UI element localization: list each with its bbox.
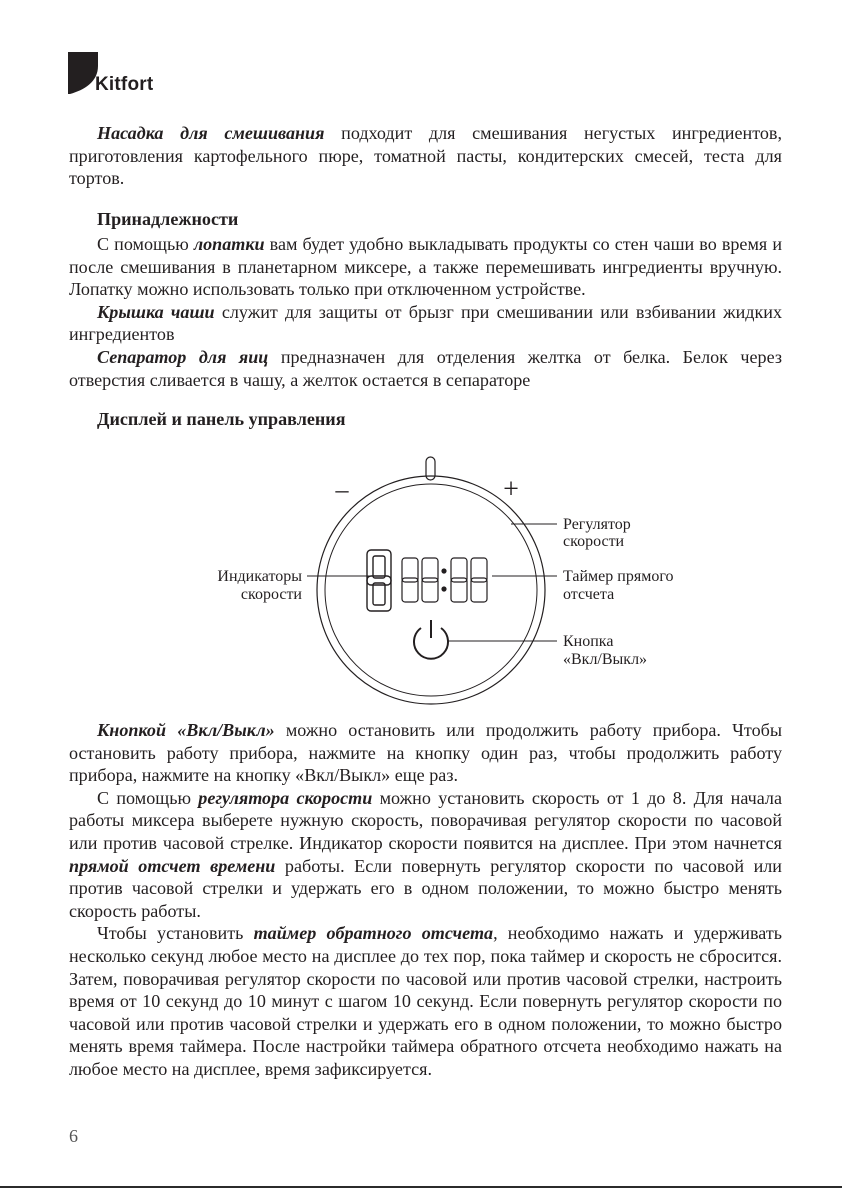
- countdown-text: , необходимо нажать и удерживать несколько секунд любое место на дисплее до тех пор, пока таймер и скорость не сбросится. Затем, поворачивая регулятор скорости по часовой или против часовой стрелки, настроить время от 10 секунд до 10 минут с шагом 10 секунд. Если повернуть регулятор скорости по часовой или против часовой стрелки и удержать его в одном положении, то можно быстро менять время таймера. После настройки таймера обратного отсчета необходимо нажать на любое место на дисплее, время зафиксируется.: [69, 923, 782, 1079]
- egg-separator-term: Сепаратор для яиц: [97, 346, 269, 367]
- speed-indicator-digit: [367, 550, 391, 611]
- power-button-term: Кнопкой «Вкл/Выкл»: [97, 720, 275, 740]
- speed-regulator-label-2: скорости: [563, 533, 625, 550]
- speed-regulator-term: регулятора скорости: [198, 787, 373, 808]
- countdown-timer-term: таймер обратного отсчета: [253, 923, 494, 944]
- spatula-term: лопатки: [193, 234, 265, 254]
- forward-count-term: прямой отсчет времени: [69, 855, 276, 876]
- forward-count-text: работы. Если повернуть регулятор скорости по часовой или против часовой стрелки и удержать его в одном положении, то можно быстро менять скорость работы.: [69, 855, 782, 921]
- accessories-heading: Принадлежности: [97, 209, 239, 229]
- timer-digits: [402, 558, 487, 602]
- power-button-label-1: Кнопка: [563, 633, 614, 650]
- display-panel-heading: Дисплей и панель управления: [97, 409, 346, 429]
- bowl-lid-term: Крышка чаши: [97, 301, 215, 322]
- speed-indicators-label-2: скорости: [240, 586, 302, 603]
- spatula-text: вам будет удобно выкладывать продукты со стен чаши во время и после смешивания в планетарном миксере, а также перемешивать ингредиенты вручную. Лопатку можно использовать только при отключенном устройстве.: [69, 234, 783, 300]
- countdown-intro: Чтобы установить: [97, 923, 254, 944]
- mixing-attachment-text: подходит для смешивания негустых ингредиентов, приготовления картофельного пюре, томатной пасты, кондитерских смесей, теста для тортов.: [69, 123, 782, 189]
- spatula-intro: С помощью: [97, 234, 194, 254]
- bottom-divider: [0, 1186, 842, 1188]
- power-button-label-2: «Вкл/Выкл»: [563, 651, 648, 668]
- egg-separator-text: предназначен для отделения желтка от белка. Белок через отверстия сливается в чашу, а желток остается в сепараторе: [69, 346, 782, 390]
- brand-name: Kitfort: [95, 74, 154, 95]
- speed-indicators-label-1: Индикаторы: [217, 568, 302, 585]
- control-panel-diagram: [195, 450, 695, 710]
- control-panel-svg: [195, 450, 695, 710]
- mixing-attachment-term: Насадка для смешивания: [97, 123, 325, 143]
- power-button-text: можно остановить или продолжить работу прибора. Чтобы остановить работу прибора, нажмите на кнопку один раз, чтобы продолжить работу прибора, нажмите на кнопку «Вкл/Выкл» еще раз.: [69, 720, 782, 786]
- regulator-intro: С помощью: [97, 787, 199, 808]
- regulator-text: можно установить скорость от 1 до 8. Для начала работы миксера выберете нужную скорость, поворачивая регулятор скорости по часовой или против часовой стрелке. Индикатор скорости появится на дисплее. При этом начнется: [69, 787, 782, 853]
- minus-mark: –: [335, 475, 349, 504]
- instructions-text: [69, 719, 782, 1081]
- mixing-attachment-paragraph: [69, 122, 782, 190]
- timer-label-1: Таймер прямого: [563, 568, 674, 585]
- accessories-text: [69, 233, 782, 391]
- page-number: 6: [69, 1126, 78, 1146]
- bowl-lid-text: служит для защиты от брызг при смешивании или взбивании жидких ингредиентов: [69, 301, 782, 345]
- timer-label-2: отсчета: [563, 586, 615, 603]
- display-ring: [325, 484, 537, 696]
- speed-regulator-ring: [317, 476, 545, 704]
- kitfort-logo: [68, 52, 208, 102]
- plus-mark: +: [503, 474, 519, 505]
- power-icon: [414, 620, 448, 659]
- speed-regulator-label-1: Регулятор: [563, 516, 631, 533]
- kitfort-logo-mark: [68, 52, 98, 94]
